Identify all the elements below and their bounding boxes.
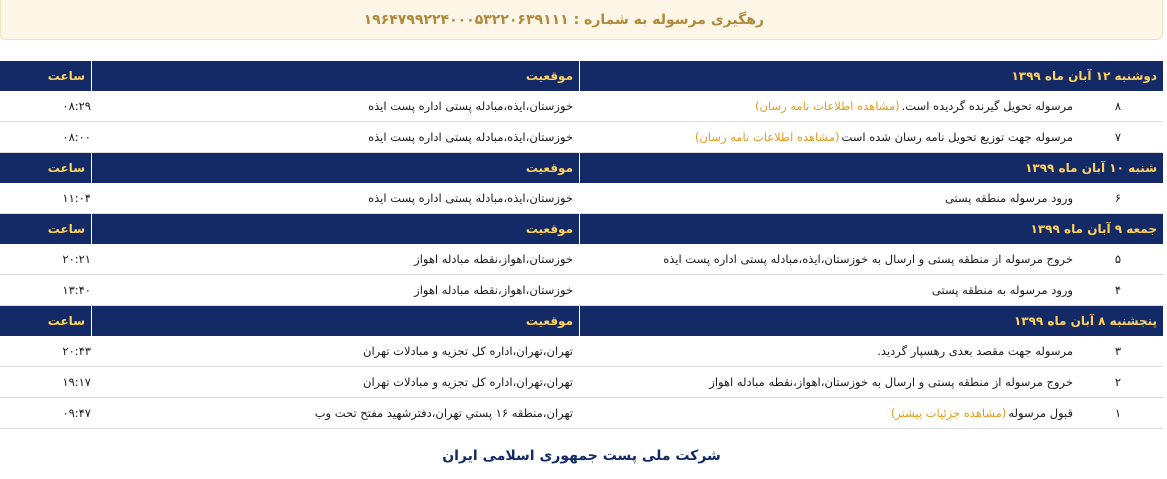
time-column-header: ساعت — [47, 161, 85, 175]
event-time: ۰۸:۰۰ — [62, 130, 91, 144]
event-number: ۱ — [1114, 406, 1122, 420]
location-column-header: موقعیت — [91, 306, 579, 336]
event-location: خوزستان،ایذه،مبادله پستی اداره پست ایذه — [368, 130, 573, 144]
event-time: ۱۱:۰۴ — [62, 191, 91, 205]
table-row — [0, 336, 1163, 367]
event-number: ۳ — [1114, 344, 1122, 358]
day-date: دوشنبه ۱۲ آبان ماه ۱۳۹۹ — [579, 61, 1163, 91]
event-text: مرسوله جهت مقصد بعدی رهسپار گردید. — [877, 344, 1073, 358]
event-time: ۱۹:۱۷ — [62, 375, 91, 389]
day-header — [0, 214, 1163, 244]
tracking-banner — [0, 0, 1163, 40]
event-text: خروج مرسوله از منطقه پستی و ارسال به خوزستان،ایذه،مبادله پستی اداره پست ایذه — [663, 252, 1073, 266]
event-description — [579, 244, 1073, 274]
view-postman-info-link[interactable]: (مشاهده اطلاعات نامه رسان) — [694, 130, 840, 144]
time-column-header: ساعت — [47, 314, 85, 328]
event-number: ۶ — [1114, 191, 1122, 205]
event-description — [579, 91, 1073, 121]
time-column-header: ساعت — [47, 222, 85, 236]
table-row — [0, 122, 1163, 153]
event-description — [579, 398, 1073, 428]
event-text: مرسوله تحویل گیرنده گردیده است. — [901, 99, 1073, 113]
event-location: خوزستان،ایذه،مبادله پستی اداره پست ایذه — [368, 99, 573, 113]
event-text: ورود مرسوله به منطقه پستی — [931, 283, 1073, 297]
event-text: مرسوله جهت توزیع تحویل نامه رسان شده است — [841, 130, 1073, 144]
day-date: پنجشنبه ۸ آبان ماه ۱۳۹۹ — [579, 306, 1163, 336]
event-location: خوزستان،اهواز،نقطه مبادله اهواز — [414, 252, 573, 266]
event-number: ۷ — [1114, 130, 1122, 144]
table-row — [0, 91, 1163, 122]
table-row — [0, 183, 1163, 214]
location-column-header: موقعیت — [91, 214, 579, 244]
event-time: ۲۰:۴۳ — [62, 344, 91, 358]
tracking-table — [0, 61, 1163, 429]
event-location: خوزستان،اهواز،نقطه مبادله اهواز — [414, 283, 573, 297]
event-text: خروج مرسوله از منطقه پستی و ارسال به خوزستان،اهواز،نقطه مبادله اهواز — [709, 375, 1073, 389]
event-number: ۵ — [1114, 252, 1122, 266]
event-location: تهران،تهران،اداره کل تجزیه و مبادلات تهران — [363, 344, 573, 358]
event-number: ۲ — [1114, 375, 1122, 389]
view-more-details-link[interactable]: (مشاهده جزئیات بیشتر) — [890, 406, 1007, 420]
event-location: تهران،منطقه ۱۶ پستي تهران،دفترشهید مفتح تحت وب — [314, 406, 573, 420]
view-postman-info-link[interactable]: (مشاهده اطلاعات نامه رسان) — [755, 99, 900, 113]
event-location: خوزستان،ایذه،مبادله پستی اداره پست ایذه — [368, 191, 573, 205]
location-column-header: موقعیت — [91, 153, 579, 183]
time-column-header: ساعت — [47, 69, 85, 83]
day-header — [0, 153, 1163, 183]
event-time: ۰۹:۴۷ — [62, 406, 91, 420]
event-location: تهران،تهران،اداره کل تجزیه و مبادلات تهران — [363, 375, 573, 389]
event-number: ۴ — [1114, 283, 1122, 297]
event-description — [579, 122, 1073, 152]
event-time: ۲۰:۲۱ — [62, 252, 91, 266]
day-header — [0, 61, 1163, 91]
footer-company-name: شرکت ملی پست جمهوری اسلامی ایران — [442, 448, 721, 464]
day-date: شنبه ۱۰ آبان ماه ۱۳۹۹ — [579, 153, 1163, 183]
event-description — [579, 367, 1073, 397]
table-row — [0, 275, 1163, 306]
location-column-header: موقعیت — [91, 61, 579, 91]
event-description — [579, 275, 1073, 305]
event-number: ۸ — [1114, 99, 1122, 113]
day-header — [0, 306, 1163, 336]
event-time: ۰۸:۲۹ — [62, 99, 91, 113]
table-row — [0, 244, 1163, 275]
table-row — [0, 367, 1163, 398]
tracking-title: رهگیری مرسوله به شماره : ۱۹۶۴۷۹۹۲۲۴۰۰۰۵۳۲۲۰۶۳۹۱۱۱ — [363, 11, 764, 28]
event-text: قبول مرسوله — [1008, 406, 1073, 420]
event-description — [579, 183, 1073, 213]
day-date: جمعه ۹ آبان ماه ۱۳۹۹ — [579, 214, 1163, 244]
event-text: ورود مرسوله منطقه پستی — [944, 191, 1073, 205]
event-time: ۱۳:۴۰ — [62, 283, 91, 297]
event-description — [579, 336, 1073, 366]
table-row — [0, 398, 1163, 429]
